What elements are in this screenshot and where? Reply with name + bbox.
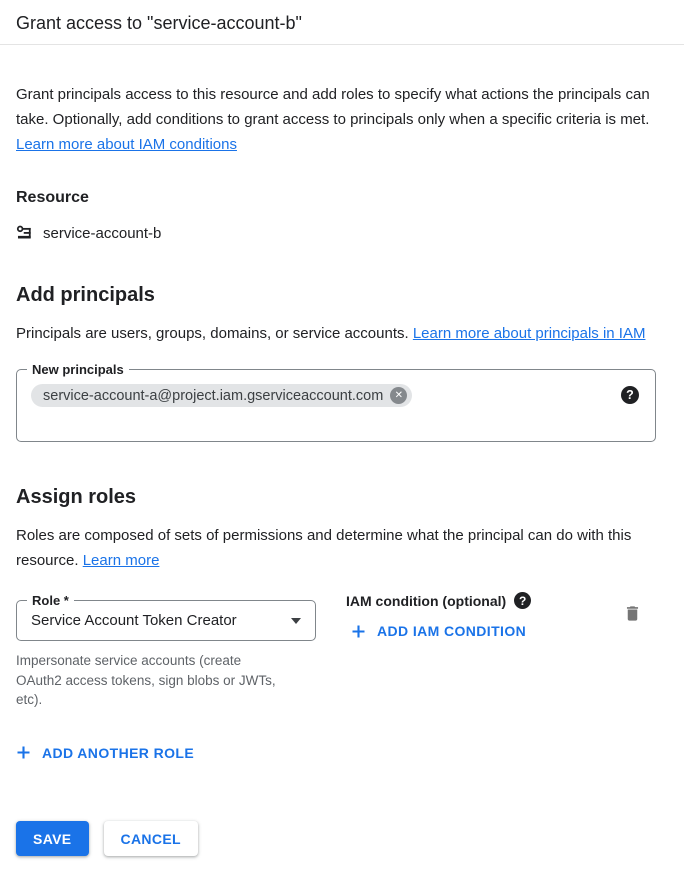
principal-chip-value: service-account-a@project.iam.gserviceaccount.com [43, 387, 384, 404]
add-another-role-button[interactable] [16, 745, 194, 761]
iam-conditions-learn-more-link[interactable]: Learn more about IAM conditions [16, 136, 237, 153]
dialog-header [0, 0, 684, 45]
help-icon[interactable]: ? [514, 592, 531, 609]
page-title: Grant access to "service-account-b" [16, 13, 302, 33]
trash-icon [623, 604, 642, 623]
roles-description [16, 523, 656, 573]
dialog-body [0, 82, 684, 856]
resource-heading: Resource [16, 189, 89, 206]
add-iam-condition-label: ADD IAM CONDITION [377, 623, 527, 639]
role-select[interactable] [16, 593, 316, 641]
new-principals-label: New principals [27, 361, 129, 378]
role-row [16, 592, 656, 710]
close-circle-icon[interactable]: ✕ [390, 387, 407, 404]
condition-label-row [346, 592, 531, 609]
principals-description-span: Principals are users, groups, domains, or service accounts. [16, 325, 413, 342]
role-helper-text: Impersonate service accounts (create OAuth2 access tokens, sign blobs or JWTs, etc). [16, 653, 276, 707]
plus-icon [351, 624, 366, 639]
role-select-value: Service Account Token Creator [31, 612, 237, 629]
assign-roles-heading: Assign roles [16, 486, 137, 508]
role-column [16, 593, 316, 710]
role-select-label: Role * [27, 592, 74, 609]
condition-column [346, 592, 531, 644]
new-principals-input[interactable] [16, 362, 656, 442]
resource-row [16, 224, 656, 242]
caret-down-icon [291, 618, 301, 624]
principals-learn-more-link[interactable]: Learn more about principals in IAM [412, 325, 646, 342]
plus-icon [16, 745, 31, 760]
cancel-button[interactable]: CANCEL [104, 821, 198, 856]
principals-description [16, 321, 656, 346]
roles-description-span: Roles are composed of sets of permissions and determine what the principal can do with this resource. [16, 527, 632, 569]
resource-name: service-account-b [43, 224, 162, 242]
principal-chip[interactable] [31, 384, 412, 407]
add-another-role-label: ADD ANOTHER ROLE [42, 744, 195, 761]
service-account-key-icon [16, 224, 34, 242]
help-icon[interactable]: ? [621, 386, 639, 404]
add-principals-heading: Add principals [16, 284, 155, 306]
intro-text [16, 82, 656, 157]
save-button[interactable]: SAVE [16, 821, 89, 856]
delete-role-button[interactable] [623, 600, 642, 623]
intro-text-span: Grant principals access to this resource and add roles to specify what actions the principals can take. Optionally, add conditions to grant access to principals only when a specific criteria is met. [16, 86, 650, 128]
add-iam-condition-button[interactable] [351, 623, 526, 639]
condition-label: IAM condition (optional) [346, 592, 507, 609]
dialog-actions [16, 821, 656, 856]
roles-learn-more-link[interactable]: Learn more [82, 552, 160, 569]
